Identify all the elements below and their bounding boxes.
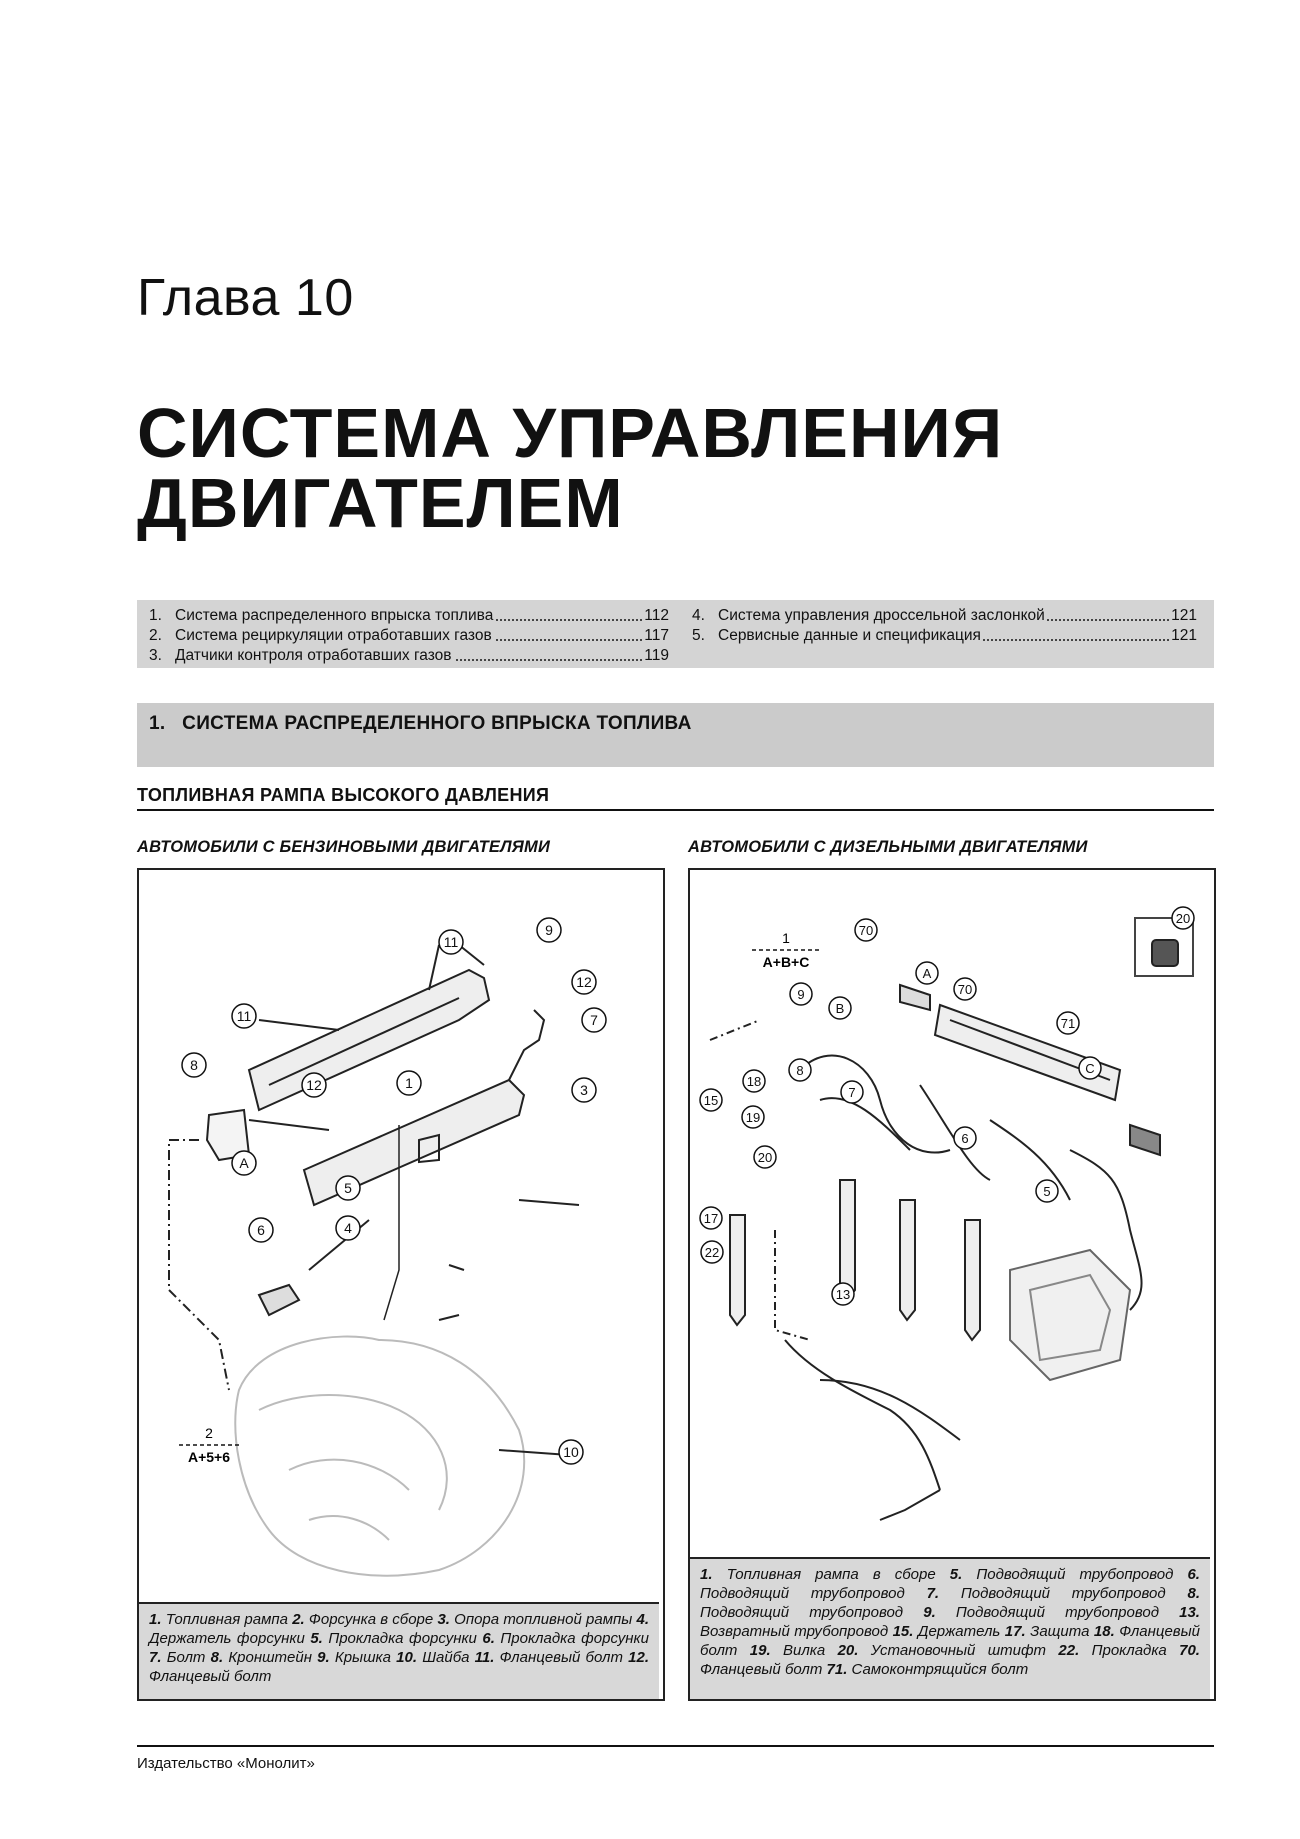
callout-label: 20 xyxy=(757,1150,773,1165)
chapter-title-line-1: СИСТЕМА УПРАВЛЕНИЯ xyxy=(137,394,1004,472)
caption-item-number: 10. xyxy=(396,1649,418,1666)
caption-item-text: Болт xyxy=(161,1649,211,1666)
diesel-fuel-rail-diagram xyxy=(690,870,1214,1570)
toc-entry-text: Сервисные данные и спецификация xyxy=(718,627,981,644)
callout-label: 13 xyxy=(835,1287,851,1302)
callout-label: 1 xyxy=(405,1075,413,1091)
caption-item-text: Возвратный трубопровод xyxy=(700,1623,893,1640)
petrol-callout-labels xyxy=(190,922,598,1460)
caption-item-text: Фланцевый болт xyxy=(700,1661,827,1678)
caption-item-number: 22. xyxy=(1058,1642,1080,1659)
callout-label: 70 xyxy=(957,982,973,997)
callout-label: A xyxy=(239,1155,249,1171)
toc-entry-page: 121 xyxy=(1171,627,1197,644)
callout-label: 6 xyxy=(961,1131,969,1146)
caption-item-text: Подводящий трубопровод xyxy=(935,1604,1180,1621)
toc-entry-number: 2. xyxy=(149,627,162,644)
table-of-contents xyxy=(137,600,1214,668)
callout-label: 71 xyxy=(1060,1016,1076,1031)
toc-entry-page: 121 xyxy=(1171,607,1197,624)
caption-item-text: Самоконтрящийся болт xyxy=(847,1661,1029,1678)
callout-label: 22 xyxy=(704,1245,720,1260)
subsection-heading: ТОПЛИВНАЯ РАМПА ВЫСОКОГО ДАВЛЕНИЯ xyxy=(137,785,550,805)
caption-item-number: 7. xyxy=(149,1649,162,1666)
caption-item-number: 8. xyxy=(210,1649,224,1666)
caption-item-number: 3. xyxy=(437,1611,450,1628)
publisher-footer: Издательство «Монолит» xyxy=(137,1755,315,1772)
caption-item-number: 2. xyxy=(292,1611,305,1628)
toc-entry-page: 119 xyxy=(644,647,669,664)
caption-item-text: Фланцевый болт xyxy=(700,1623,1201,1659)
toc-left-column xyxy=(149,606,669,666)
toc-right-column xyxy=(692,606,1197,646)
caption-item-number: 7. xyxy=(926,1585,940,1602)
caption-item-number: 15. xyxy=(892,1623,914,1640)
caption-item-number: 6. xyxy=(1187,1566,1200,1583)
callout-label: 7 xyxy=(590,1012,598,1028)
callout-label: 12 xyxy=(576,974,592,990)
caption-item-text: Вилка xyxy=(770,1642,838,1659)
caption-item-text: Держатель форсунки xyxy=(149,1630,311,1647)
chapter-label: Глава 10 xyxy=(137,269,354,327)
toc-entry-page: 117 xyxy=(644,627,669,644)
callout-label: 5 xyxy=(344,1180,352,1196)
caption-item-text: Подводящий трубопровод xyxy=(939,1585,1188,1602)
caption-item-number: 19. xyxy=(749,1642,771,1659)
callout-label: 15 xyxy=(703,1093,719,1108)
toc-entry-number: 5. xyxy=(692,627,705,644)
caption-item-text: Подводящий трубопровод xyxy=(700,1585,927,1602)
callout-label: A xyxy=(922,966,932,981)
caption-item-text: Крышка xyxy=(329,1649,397,1666)
diesel-figure xyxy=(688,868,1216,1701)
callout-label: 11 xyxy=(236,1008,252,1024)
toc-entry-text: Система рециркуляции отработавших газов xyxy=(175,627,492,644)
callout-label: C xyxy=(1085,1061,1095,1076)
petrol-fuel-rail-diagram xyxy=(139,870,663,1590)
caption-item-text: Прокладка xyxy=(1079,1642,1180,1659)
caption-item-text: Кронштейн xyxy=(223,1649,318,1666)
toc-entry[interactable] xyxy=(692,626,1197,646)
caption-item-number: 5. xyxy=(310,1630,323,1647)
caption-item-number: 8. xyxy=(1187,1585,1200,1602)
caption-item-text: Прокладка форсунки xyxy=(322,1630,483,1647)
toc-entry-text: Система управления дроссельной заслонкой xyxy=(718,607,1045,624)
callout-label: 3 xyxy=(580,1082,588,1098)
toc-entry-page: 112 xyxy=(644,607,669,624)
right-figure-title: АВТОМОБИЛИ С ДИЗЕЛЬНЫМИ ДВИГАТЕЛЯМИ xyxy=(688,838,1088,856)
caption-item-number: 1. xyxy=(149,1611,162,1628)
caption-item-number: 18. xyxy=(1093,1623,1115,1640)
caption-item-number: 20. xyxy=(837,1642,859,1659)
toc-entry-text: Система распределенного впрыска топлива xyxy=(175,607,494,624)
callout-label: 10 xyxy=(563,1444,579,1460)
caption-item-text: Подводящий трубопровод xyxy=(962,1566,1188,1583)
caption-item-number: 13. xyxy=(1179,1604,1200,1621)
caption-item-text: Топливная рампа xyxy=(161,1611,293,1628)
callout-label: 11 xyxy=(443,934,459,950)
toc-entry-number: 3. xyxy=(149,647,162,664)
callout-label: 8 xyxy=(796,1063,804,1078)
caption-item-text: Подводящий трубопровод xyxy=(700,1604,924,1621)
ref-bottom: A+5+6 xyxy=(187,1449,231,1465)
callout-label: 20 xyxy=(1175,911,1191,926)
callout-label: B xyxy=(835,1001,845,1016)
caption-item-text: Установочный штифт xyxy=(858,1642,1059,1659)
callout-label: 9 xyxy=(545,922,553,938)
caption-item-number: 6. xyxy=(482,1630,495,1647)
toc-entry-number: 1. xyxy=(149,607,162,624)
caption-item-text: Прокладка форсунки xyxy=(494,1630,649,1647)
caption-item-number: 12. xyxy=(628,1649,649,1666)
caption-item-number: 11. xyxy=(474,1649,495,1666)
caption-item-number: 4. xyxy=(636,1611,649,1628)
callout-label: 17 xyxy=(703,1211,719,1226)
footer-rule xyxy=(137,1745,1214,1747)
caption-item-text: Фланцевый болт xyxy=(149,1668,272,1685)
callout-label: 4 xyxy=(344,1220,352,1236)
subsection-rule xyxy=(137,809,1214,811)
callout-label: 5 xyxy=(1043,1184,1051,1199)
petrol-figure-caption xyxy=(139,1602,659,1699)
callout-label: 12 xyxy=(306,1077,322,1093)
caption-item-number: 9. xyxy=(923,1604,936,1621)
toc-entry-number: 4. xyxy=(692,607,705,624)
chapter-title-line-2: ДВИГАТЕЛЕМ xyxy=(137,464,624,542)
caption-item-number: 17. xyxy=(1004,1623,1026,1640)
left-figure-title: АВТОМОБИЛИ С БЕНЗИНОВЫМИ ДВИГАТЕЛЯМИ xyxy=(137,838,551,856)
ref-top: 2 xyxy=(205,1425,213,1441)
toc-entry[interactable] xyxy=(149,626,669,646)
diesel-ref-mark xyxy=(752,930,820,970)
petrol-ref-mark xyxy=(179,1425,239,1465)
ref-top: 1 xyxy=(782,930,790,946)
toc-entry[interactable] xyxy=(692,606,1197,626)
caption-item-text: Опора топливной рампы xyxy=(449,1611,637,1628)
callout-label: 9 xyxy=(797,987,805,1002)
caption-item-text: Топливная рампа в сборе xyxy=(712,1566,950,1583)
caption-item-text: Форсунка в сборе xyxy=(304,1611,438,1628)
toc-entry[interactable] xyxy=(149,606,669,626)
caption-item-text: Защита xyxy=(1025,1623,1094,1640)
toc-entry[interactable] xyxy=(149,646,669,666)
ref-bottom: A+B+C xyxy=(762,954,810,970)
petrol-figure xyxy=(137,868,665,1701)
caption-item-number: 5. xyxy=(949,1566,963,1583)
chapter-title xyxy=(137,394,1004,542)
callout-label: 6 xyxy=(257,1222,265,1238)
callout-label: 70 xyxy=(858,923,874,938)
callout-label: 8 xyxy=(190,1057,198,1073)
callout-label: 18 xyxy=(746,1074,762,1089)
caption-item-number: 9. xyxy=(317,1649,330,1666)
caption-item-number: 71. xyxy=(826,1661,848,1678)
caption-item-text: Держатель xyxy=(913,1623,1005,1640)
caption-item-text: Фланцевый болт xyxy=(494,1649,629,1666)
caption-item-number: 1. xyxy=(700,1566,713,1583)
callout-label: 19 xyxy=(745,1110,761,1125)
toc-entry-text: Датчики контроля отработавших газов xyxy=(175,647,452,664)
callout-label: 7 xyxy=(848,1085,856,1100)
diesel-figure-caption xyxy=(690,1557,1210,1699)
section-heading-text: 1. СИСТЕМА РАСПРЕДЕЛЕННОГО ВПРЫСКА ТОПЛИВА xyxy=(149,713,692,734)
section-heading xyxy=(137,703,1214,767)
caption-item-number: 70. xyxy=(1179,1642,1200,1659)
caption-item-text: Шайба xyxy=(417,1649,475,1666)
